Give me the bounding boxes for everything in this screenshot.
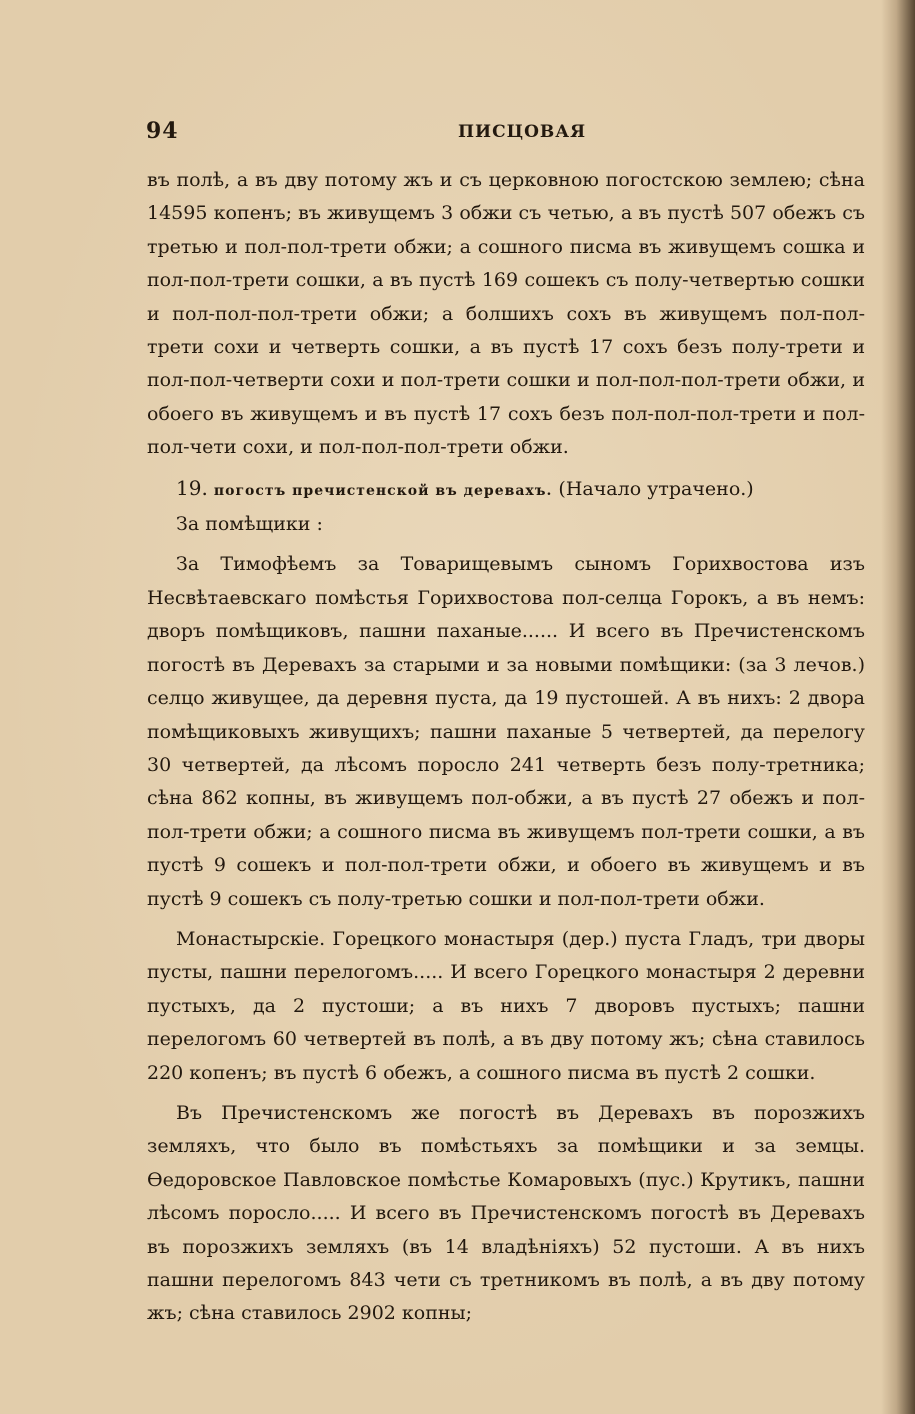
section-name: погостъ пречистенской въ деревахъ. (213, 482, 553, 499)
paragraph-continuation: въ полѣ, а въ дву потому жъ и съ церковною погостскою землею; сѣна 14595 копенъ; въ живущемъ 3 обжи съ четью, а въ пустѣ 507 обежъ съ третью и пол-пол-трети обжи; а сошного писма въ живущемъ сошка и пол-пол-трети сошки, а въ пустѣ 169 сошекъ съ полу-четвертью сошки и пол-пол-пол-трети обжи; а болшихъ сохъ въ живущемъ пол-пол-трети сохи и четверть сошки, а въ пустѣ 17 сохъ безъ полу-трети и пол-пол-четверти сохи и пол-трети сошки и пол-пол-пол-трети обжи, и обоего въ живущемъ и въ пустѣ 17 сохъ безъ пол-пол-пол-трети и пол-пол-чети сохи, и пол-пол-пол-трети обжи. (147, 169, 865, 459)
paragraph-monastic: Монастырскіе. Горецкого монастыря (дер.) пуста Гладъ, три дворы пусты, пашни перелогомъ..... И всего Горецкого монастыря 2 деревни пустыхъ, да 2 пустоши; а въ нихъ 7 дворовъ пустыхъ; пашни перелогомъ 60 четвертей въ полѣ, а въ дву потому жъ; сѣна ставилось 220 копенъ; въ пустѣ 6 обежъ, а сошного писма въ пустѣ 2 сошки. (147, 927, 865, 1084)
page-number: 94 (146, 118, 179, 144)
section-number: 19. (176, 475, 208, 500)
page-header (146, 112, 866, 152)
book-spine-shadow (881, 0, 915, 1414)
subheading-landowners: За помѣщики : (176, 513, 323, 536)
page-body (147, 164, 865, 1331)
paragraph-landowners: За Тимофѣемъ за Товарищевымъ сыномъ Горихвостова изъ Несвѣтаевскаго помѣстья Горихвостова пол-селца Горокъ, а въ немъ: дворъ помѣщиковъ, пашни паханые...... И всего въ Пречистенскомъ погостѣ въ Деревахъ за старыми и за новыми помѣщики: (за 3 лечов.) селцо живущее, да деревня пуста, да 19 пустошей. А въ нихъ: 2 двора помѣщиковыхъ живущихъ; пашни паханые 5 четвертей, да перелогу 30 четвертей, да лѣсомъ поросло 241 четверть безъ полу-третника; сѣна 862 копны, въ живущемъ пол-обжи, а въ пустѣ 27 обежъ и пол-пол-трети обжи; а сошного писма въ живущемъ пол-трети сошки, а въ пустѣ 9 сошекъ и пол-пол-трети обжи, и обоего въ живущемъ и въ пустѣ 9 сошекъ съ полу-третью сошки и пол-пол-трети обжи. (147, 553, 865, 910)
section-heading (147, 472, 865, 508)
paragraph-vacant-lands: Въ Пречистенскомъ же погостѣ въ Деревахъ въ порозжихъ земляхъ, что было въ помѣстьяхъ за помѣщики и за земцы. Өедоровское Павловское помѣстье Комаровыхъ (пус.) Крутикъ, пашни лѣсомъ поросло..... И всего въ Пречистенскомъ погостѣ въ Деревахъ въ порозжихъ земляхъ (въ 14 владѣніяхъ) 52 пустоши. А въ нихъ пашни перелогомъ 843 чети съ третникомъ въ полѣ, а въ дву потому жъ; сѣна ставилось 2902 копны; (147, 1101, 865, 1325)
running-title: ПИСЦОВАЯ (458, 122, 587, 142)
section-note: (Начало утрачено.) (558, 477, 754, 500)
